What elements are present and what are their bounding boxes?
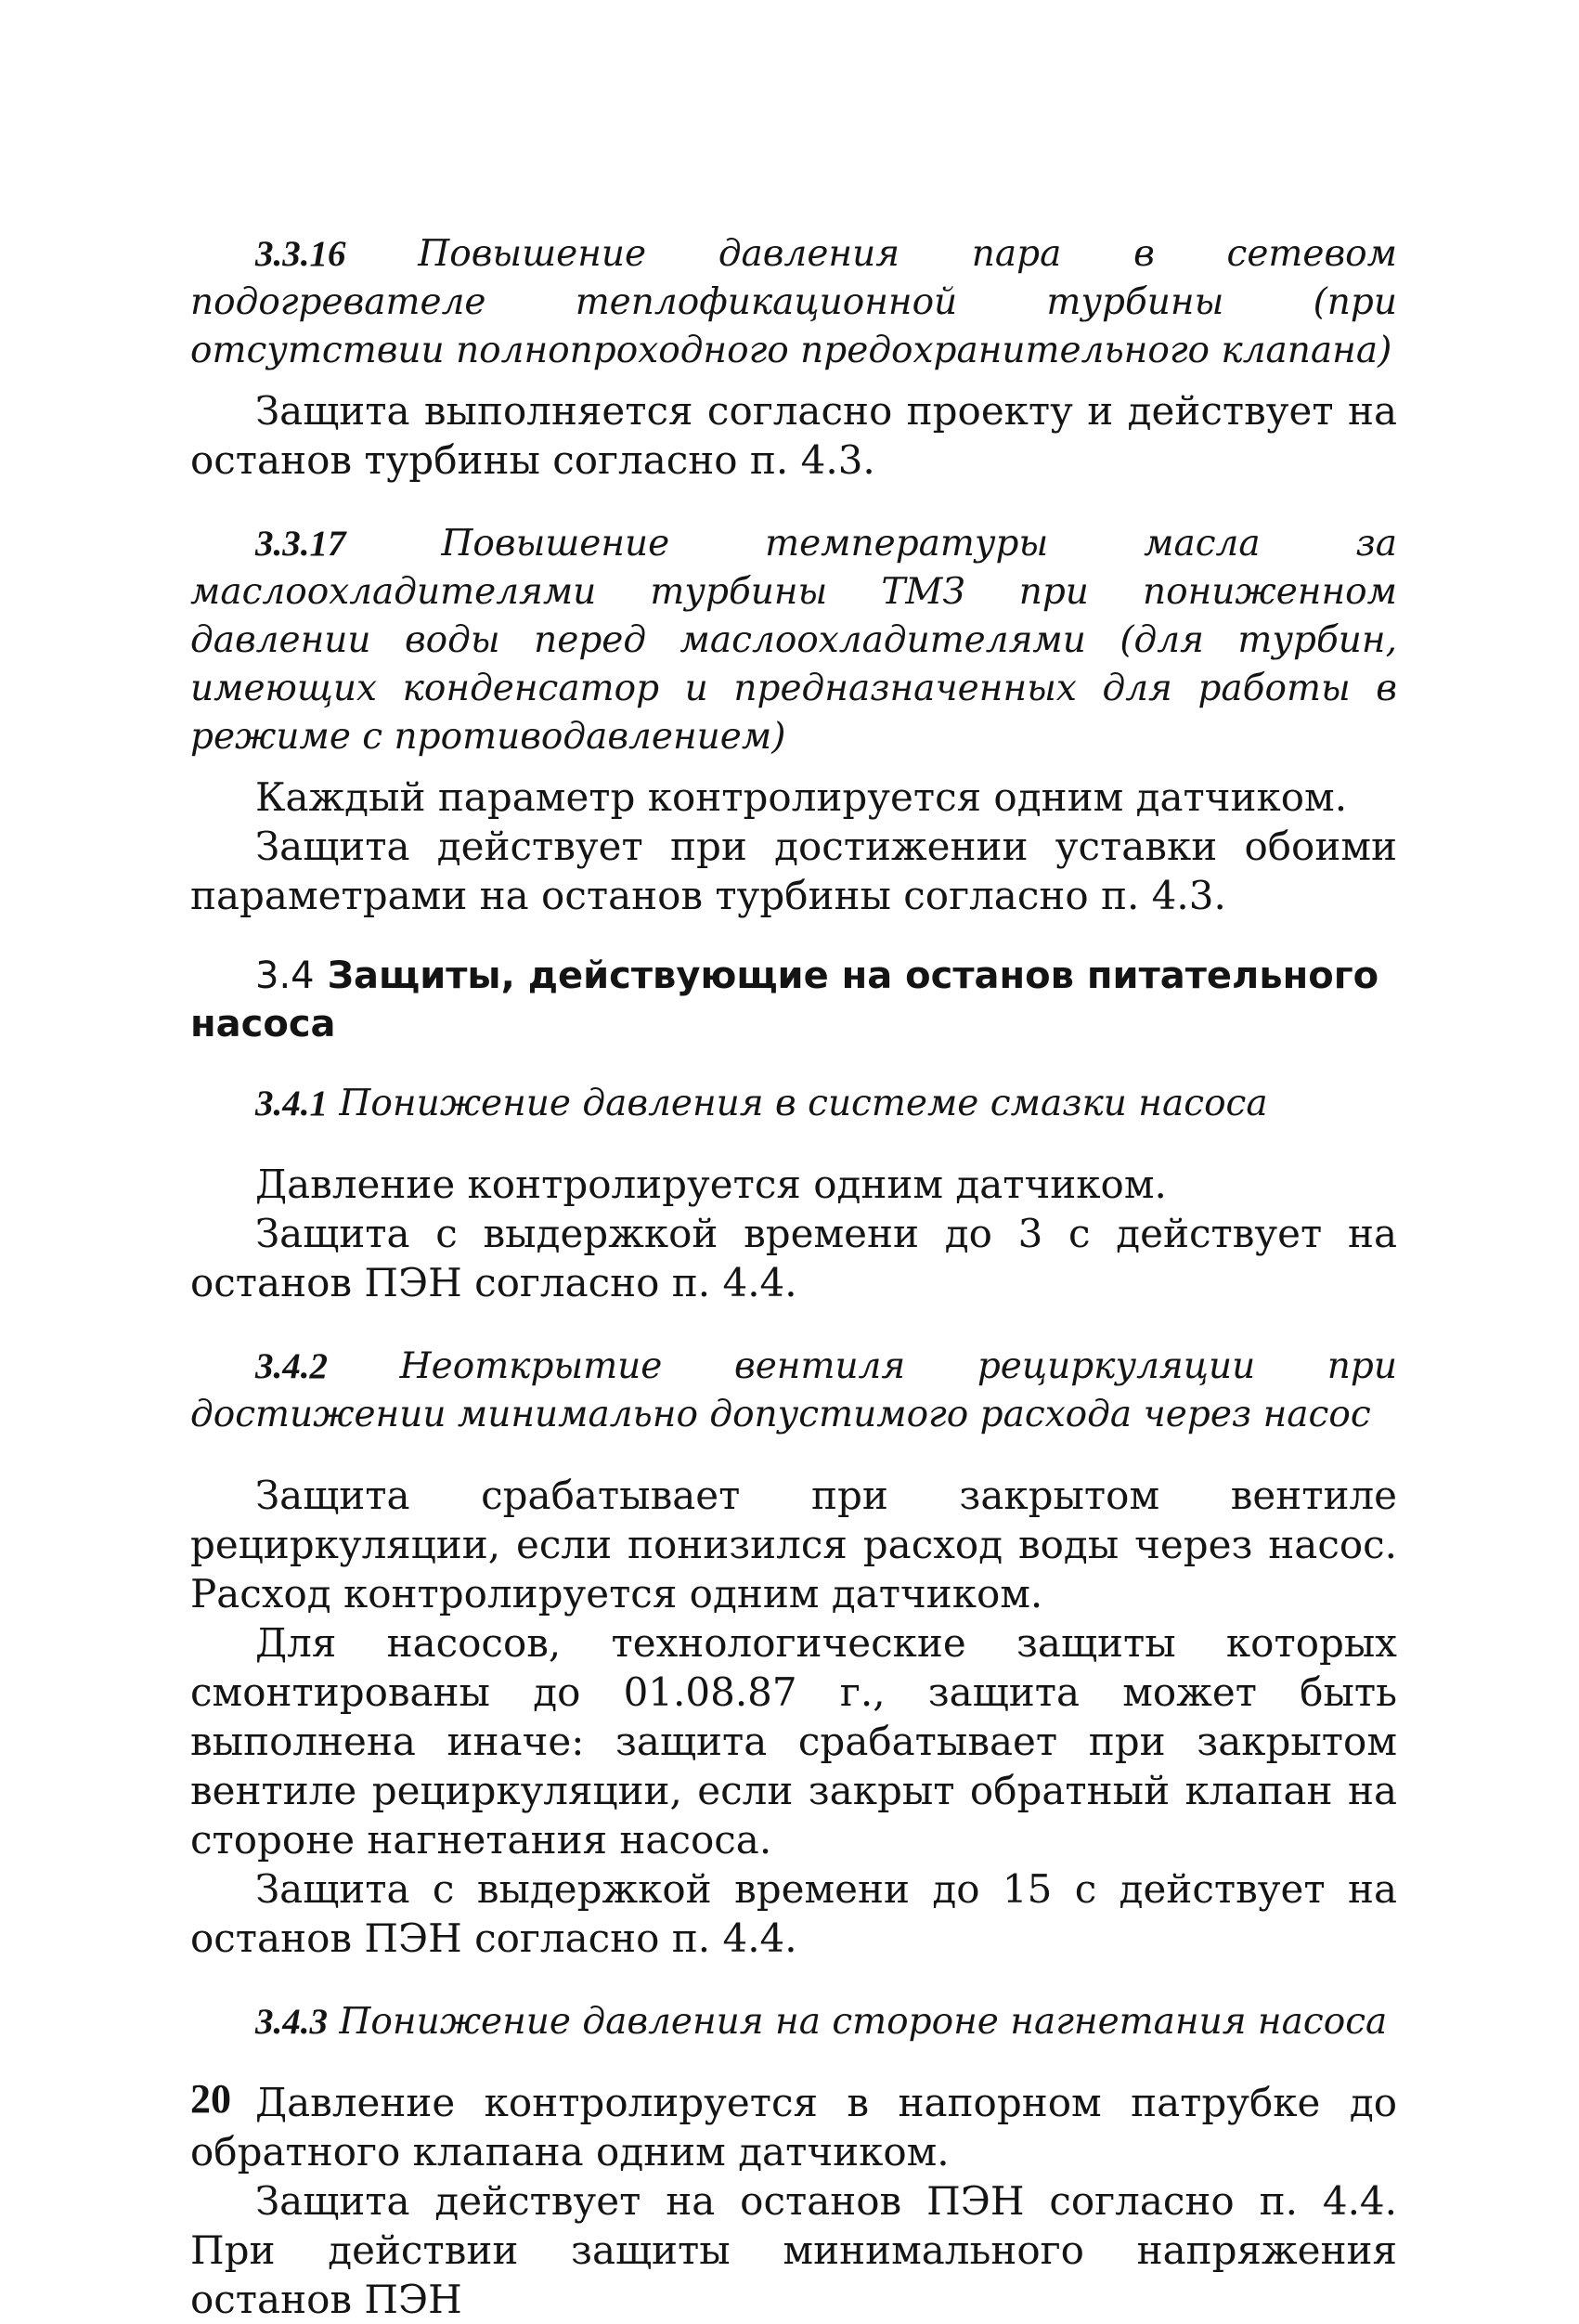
subsection-heading-3-3-17 (190, 520, 1397, 761)
subsection-title: Неоткрытие вентиля рециркуляции при достижении минимально допустимого расхода через насос (190, 1345, 1397, 1435)
subsection-number: 3.4.1 (255, 1084, 328, 1123)
subsection-number: 3.4.3 (255, 2002, 328, 2042)
subsection-title: Повышение давления пара в сетевом подогревателе теплофикационной турбины (при отсутствии полнопроходного предохранительного клапана) (190, 233, 1397, 371)
paragraph: Защита действует при достижении уставки обоими параметрами на останов турбины согласно п. 4.3. (190, 824, 1397, 918)
page-number: 20 (190, 2076, 231, 2122)
section-number: 3.4 (255, 954, 315, 997)
section-heading-3-4 (190, 952, 1397, 1048)
subsection-title: Повышение температуры масла за маслоохладителями турбины ТМЗ при пониженном давлении воды перед маслоохладителями (для турбин, имеющих конденсатор и предназначенных для работы в режиме с противодавлением) (190, 523, 1398, 758)
subsection-number: 3.3.16 (255, 234, 346, 274)
paragraph: Каждый параметр контролируется одним датчиком. (255, 774, 1348, 820)
paragraph: Для насосов, технологические защиты которых смонтированы до 01.08.87 г., защита может быть выполнена иначе: защита срабатывает при закрытом вентиле рециркуляции, если закрыт обратный клапан на стороне нагнетания насоса. (190, 1620, 1397, 1863)
paragraph: Защита с выдержкой времени до 3 с действует на останов ПЭН согласно п. 4.4. (190, 1211, 1397, 1305)
paragraph: Защита действует на останов ПЭН согласно п. 4.4. При действии защиты минимального напряжения останов ПЭН (190, 2178, 1397, 2322)
paragraph: Давление контролируется одним датчиком. (255, 1162, 1167, 1207)
paragraph: Защита с выдержкой времени до 15 с действует на останов ПЭН согласно п. 4.4. (190, 1866, 1397, 1961)
paragraph: Защита выполняется согласно проекту и действует на останов турбины согласно п. 4.3. (190, 388, 1397, 483)
paragraph: Давление контролируется в напорном патрубке до обратного клапана одним датчиком. (190, 2080, 1397, 2175)
subsection-heading-3-4-3 (190, 1998, 1397, 2046)
subsection-heading-3-4-2 (190, 1343, 1397, 1439)
subsection-number: 3.3.17 (255, 524, 346, 564)
subsection-title: Понижение давления на стороне нагнетания насоса (339, 2001, 1388, 2043)
subsection-title: Понижение давления в системе смазки насоса (339, 1083, 1268, 1124)
subsection-number: 3.4.2 (255, 1346, 328, 1386)
paragraph: Защита срабатывает при закрытом вентиле рециркуляции, если понизился расход воды через насос. Расход контролируется одним датчиком. (190, 1473, 1397, 1616)
subsection-heading-3-4-1 (190, 1080, 1397, 1128)
page-body (190, 230, 1397, 2324)
section-title: Защиты, действующие на останов питательного насоса (190, 954, 1379, 1045)
subsection-heading-3-3-16 (190, 230, 1397, 375)
